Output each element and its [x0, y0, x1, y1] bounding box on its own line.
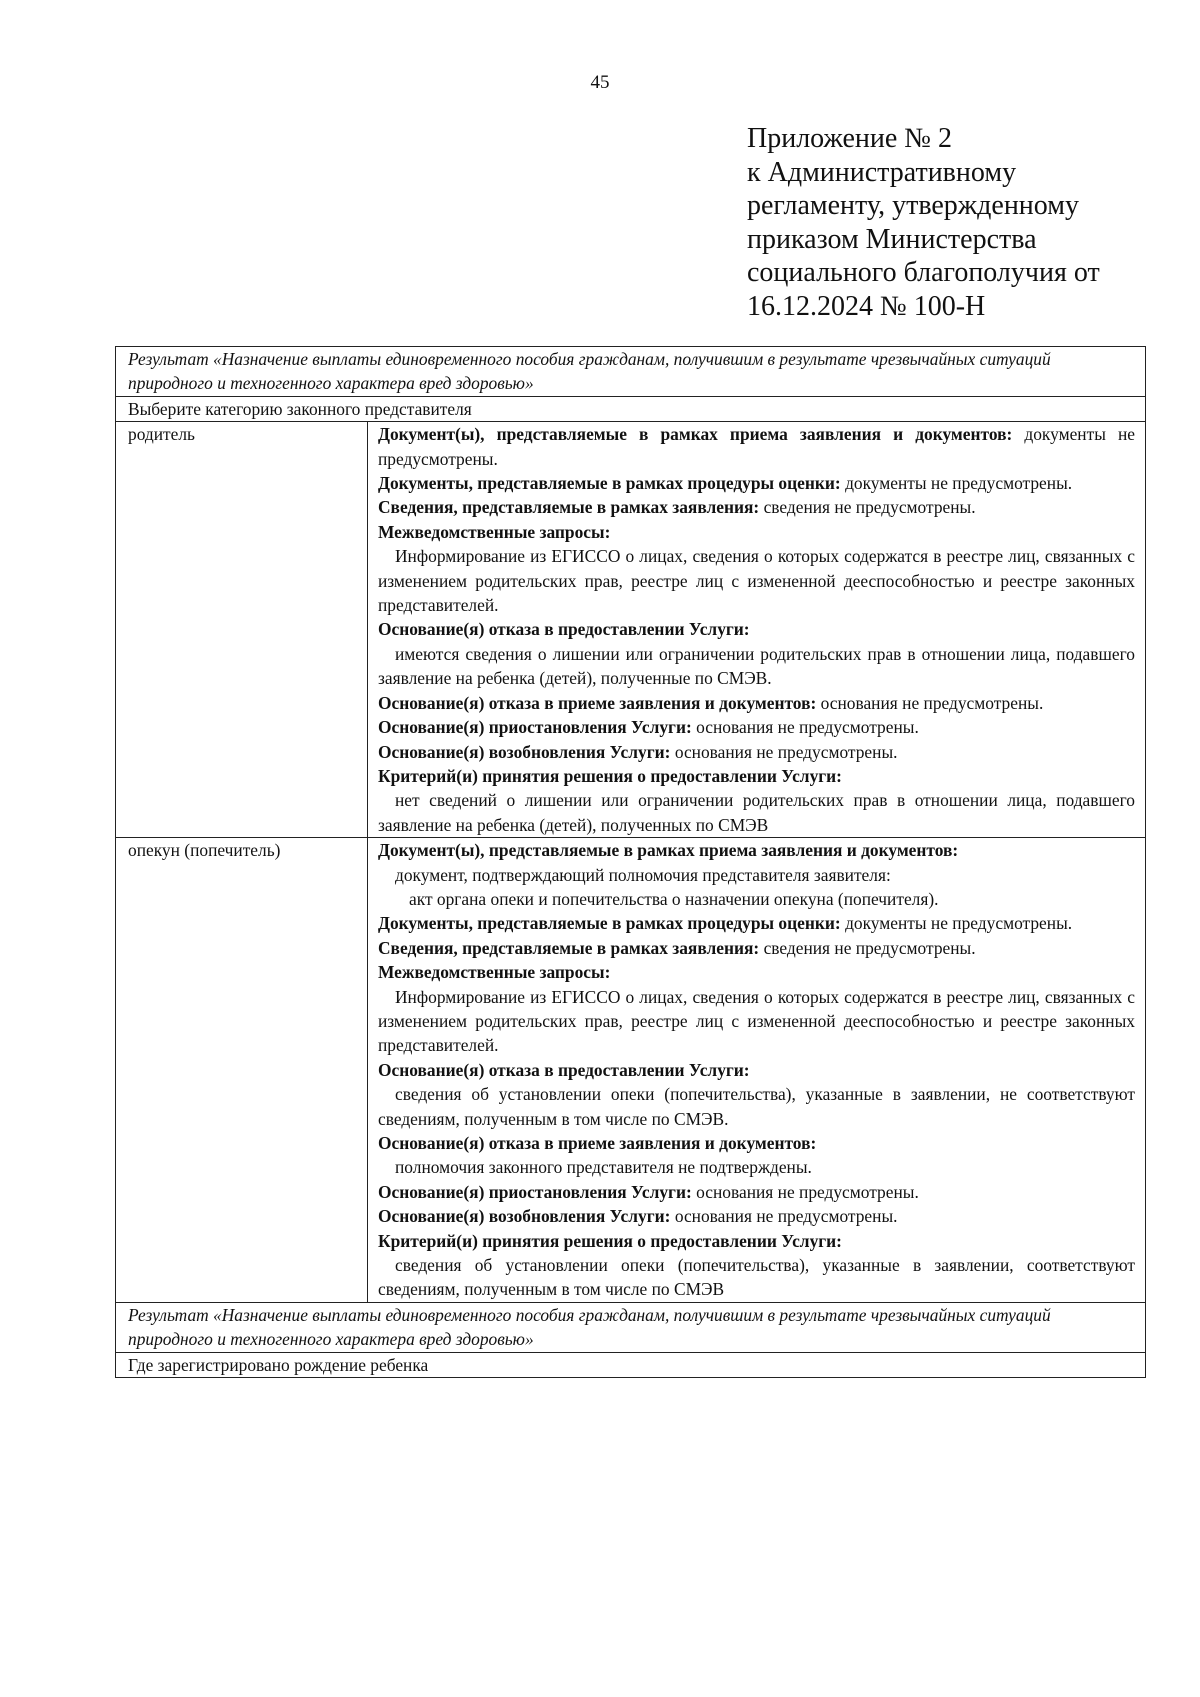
entry-text: сведения об установлении опеки (попечительства), указанные в заявлении, соответствуют сведениям, полученным в том числе по СМЭВ: [378, 1255, 1135, 1300]
list-item: [378, 422, 1135, 471]
table-row: [116, 1302, 1146, 1352]
entry-label: Основание(я) отказа в предоставлении Услуги:: [378, 1059, 750, 1080]
table-row: [116, 396, 1146, 421]
entry-label: Основание(я) возобновления Услуги:: [378, 741, 671, 762]
entry-text: полномочия законного представителя не подтверждены.: [395, 1157, 812, 1178]
appendix-line: регламенту, утвержденному: [747, 190, 1079, 221]
entry-label: Основание(я) отказа в предоставлении Услуги:: [378, 619, 750, 640]
appendix-header: [747, 122, 1167, 323]
entry-text: сведения об установлении опеки (попечительства), указанные в заявлении, не соответствуют сведениям, полученным в том числе по СМЭВ.: [378, 1084, 1135, 1129]
entry-text: сведения не предусмотрены.: [763, 497, 976, 518]
category-parent: родитель: [116, 422, 368, 838]
entry-text: сведения не предусмотрены.: [763, 937, 976, 958]
entry-text: акт органа опеки и попечительства о назначении опекуна (попечителя).: [409, 888, 939, 909]
list-item: [378, 495, 1135, 519]
entry-label: Основание(я) приостановления Услуги:: [378, 1181, 692, 1202]
regulation-table: [115, 346, 1146, 1378]
result-heading: Результат «Назначение выплаты единовременного пособия гражданам, получившим в результате чрезвычайных ситуаций природного и техногенного характера вред здоровью»: [116, 1302, 1146, 1352]
table-row: [116, 1352, 1146, 1377]
list-item: [378, 520, 1135, 544]
entry-text: имеются сведения о лишении или ограничении родительских прав в отношении лица, подавшего заявление на ребенка (детей), полученные по СМЭВ.: [378, 643, 1135, 689]
entry-text: основания не предусмотрены.: [820, 692, 1044, 713]
appendix-line: к Административному: [747, 156, 1017, 188]
entry-text: документы не предусмотрены.: [845, 473, 1073, 494]
guardian-details: [368, 838, 1146, 1303]
entry-text: основания не предусмотрены.: [696, 717, 919, 738]
list-item: [378, 617, 1135, 641]
list-item: [378, 1180, 1135, 1204]
category-guardian: опекун (попечитель): [116, 838, 368, 1303]
table-row: [116, 422, 1146, 838]
entry-text: основания не предусмотрены.: [674, 1206, 898, 1227]
entry-label: Документы, представляемые в рамках процедуры оценки:: [378, 473, 841, 494]
list-item: [378, 1058, 1135, 1082]
entry-label: Сведения, представляемые в рамках заявления:: [378, 497, 760, 518]
list-item: [378, 838, 1135, 862]
entry-text: основания не предусмотрены.: [696, 1181, 919, 1202]
entry-label: Основание(я) отказа в приеме заявления и документов:: [378, 692, 817, 713]
list-item: [378, 1204, 1135, 1228]
entry-label: Межведомственные запросы:: [378, 521, 611, 542]
list-item: [378, 691, 1135, 715]
appendix-line: приказом Министерства: [747, 223, 1037, 255]
entry-text: основания не предусмотрены.: [674, 741, 898, 762]
page-number: 45: [590, 72, 610, 93]
result-heading: Результат «Назначение выплаты единовременного пособия гражданам, получившим в результате чрезвычайных ситуаций природного и техногенного характера вред здоровью»: [116, 347, 1146, 397]
entry-label: Документ(ы), представляемые в рамках приема заявления и документов:: [378, 424, 1013, 445]
entry-label: Сведения, представляемые в рамках заявления:: [378, 937, 760, 958]
entry-text: Информирование из ЕГИССО о лицах, сведения о которых содержатся в реестре лиц, связанных с изменением родительских прав, реестре лиц с измененной дееспособностью и реестре законных представителей.: [378, 986, 1135, 1056]
appendix-line: Приложение № 2: [747, 123, 952, 154]
entry-label: Межведомственные запросы:: [378, 962, 611, 983]
list-item: [378, 1131, 1135, 1155]
entry-label: Критерий(и) принятия решения о предоставлении Услуги:: [378, 765, 842, 786]
list-item: [378, 740, 1135, 764]
entry-label: Основание(я) возобновления Услуги:: [378, 1206, 671, 1227]
list-item: [378, 911, 1135, 935]
entry-label: Основание(я) приостановления Услуги:: [378, 717, 692, 738]
table-row: [116, 347, 1146, 397]
entry-text: документ, подтверждающий полномочия представителя заявителя:: [395, 864, 891, 885]
appendix-line: социального благополучия от: [747, 257, 1100, 288]
entry-text: нет сведений о лишении или ограничении родительских прав в отношении лица, подавшего заявление на ребенка (детей), полученных по СМЭВ: [378, 790, 1135, 835]
list-item: [378, 471, 1135, 495]
list-item: [378, 715, 1135, 739]
entry-text: Информирование из ЕГИССО о лицах, сведения о которых содержатся в реестре лиц, связанных с изменением родительских прав, реестре лиц с измененной дееспособностью и реестре законных представителей.: [378, 546, 1135, 616]
entry-label: Документ(ы), представляемые в рамках приема заявления и документов:: [378, 840, 959, 861]
birth-registration-prompt: Где зарегистрировано рождение ребенка: [116, 1352, 1146, 1377]
entry-label: Критерий(и) принятия решения о предоставлении Услуги:: [378, 1230, 842, 1251]
list-item: [378, 960, 1135, 984]
entry-text: документы не предусмотрены.: [378, 424, 1135, 469]
list-item: [378, 1229, 1135, 1253]
select-category-prompt: Выберите категорию законного представителя: [116, 396, 1146, 421]
table-row: [116, 838, 1146, 1303]
list-item: [378, 936, 1135, 960]
entry-label: Основание(я) отказа в приеме заявления и документов:: [378, 1133, 817, 1153]
appendix-line: 16.12.2024 № 100-Н: [747, 290, 986, 322]
entry-label: Документы, представляемые в рамках процедуры оценки:: [378, 913, 841, 934]
list-item: [378, 764, 1135, 788]
entry-text: документы не предусмотрены.: [845, 913, 1073, 934]
parent-details: [368, 422, 1146, 838]
